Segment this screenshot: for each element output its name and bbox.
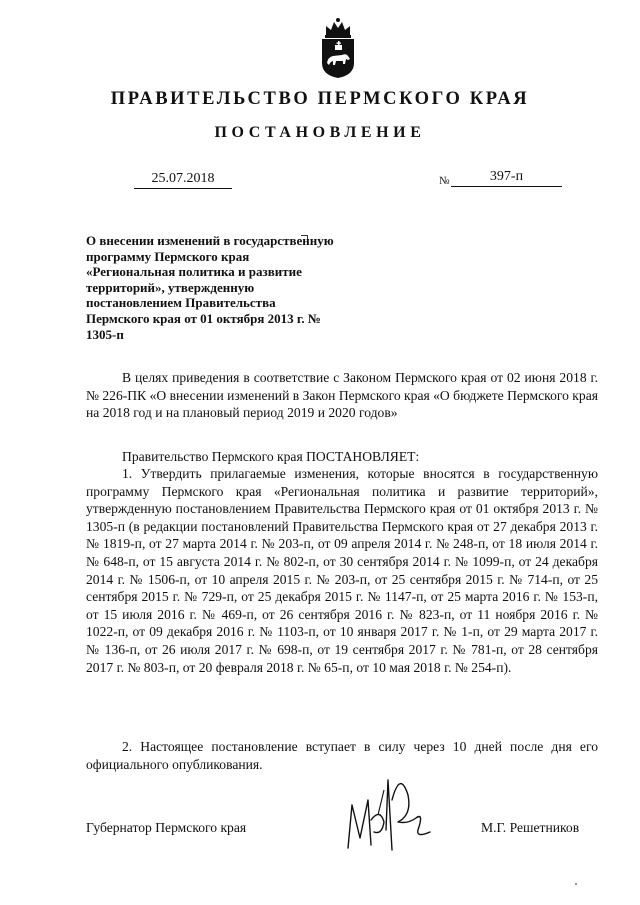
number-sign: № [439, 175, 450, 187]
clause-2-paragraph: 2. Настоящее постановление вступает в силу через 10 дней после дня его официального опубликования. [86, 739, 598, 772]
resolution-statement: Правительство Пермского края ПОСТАНОВЛЯЕТ: [122, 449, 420, 464]
coat-of-arms-icon [318, 17, 358, 79]
government-title: ПРАВИТЕЛЬСТВО ПЕРМСКОГО КРАЯ [110, 89, 530, 109]
document-date: 25.07.2018 [134, 170, 232, 189]
scan-speck [575, 883, 577, 885]
document-number: 397-п [451, 168, 562, 187]
preamble-paragraph: В целях приведения в соответствие с Законом Пермского края от 02 июня 2018 г. № 226-ПК «О внесении изменений в Закон Пермского края «О бюджете Пермского края на 2018 год и на плановый период 2019 и 2020 годов» [86, 370, 598, 421]
document-type: ПОСТАНОВЛЕНИЕ [214, 124, 426, 141]
signatory-position: Губернатор Пермского края [86, 820, 247, 835]
signatory-name: М.Г. Решетников [481, 820, 580, 835]
document-subject: О внесении изменений в государственную программу Пермского края «Региональная политика и развитие территорий», утвержденную постановлением Правительства Пермского края от 01 октября 2013 г. № 1305-п [86, 233, 334, 342]
handwritten-signature [338, 760, 448, 860]
clause-1-paragraph: 1. Утвердить прилагаемые изменения, которые вносятся в государственную программу Пермского края «Региональная политика и развитие территорий», утвержденную постановлением Правительства Пермского края от 01 октября 2013 г. № 1305-п (в редакции постановлений Правительства Пермского края от 27 декабря 2013 г. № 1819-п, от 27 марта 2014 г. № 203-п, от 09 апреля 2014 г. № 248-п, от 18 июля 2014 г. № 648-п, от 15 августа 2014 г. № 802-п, от 30 сентября 2014 г. № 1099-п, от 24 декабря 2014 г. № 1506-п, от 10 апреля 2015 г. № 203-п, от 25 сентября 2015 г. № 714-п, от 25 сентября 2015 г. № 729-п, от 25 декабря 2015 г. № 1147-п, от 25 марта 2016 г. № 153-п, от 15 июля 2016 г. № 469-п, от 26 сентября 2016 г. № 823-п, от 11 ноября 2016 г. № 1022-п, от 09 декабря 2016 г. № 1103-п, от 10 января 2017 г. № 1-п, от 29 марта 2017 г. № 136-п, от 26 июля 2017 г. № 698-п, от 19 сентября 2017 г. № 781-п, от 28 сентября 2017 г. № 803-п, от 20 февраля 2018 г. № 65-п, от 10 мая 2018 г. № 254-п). [86, 466, 598, 675]
